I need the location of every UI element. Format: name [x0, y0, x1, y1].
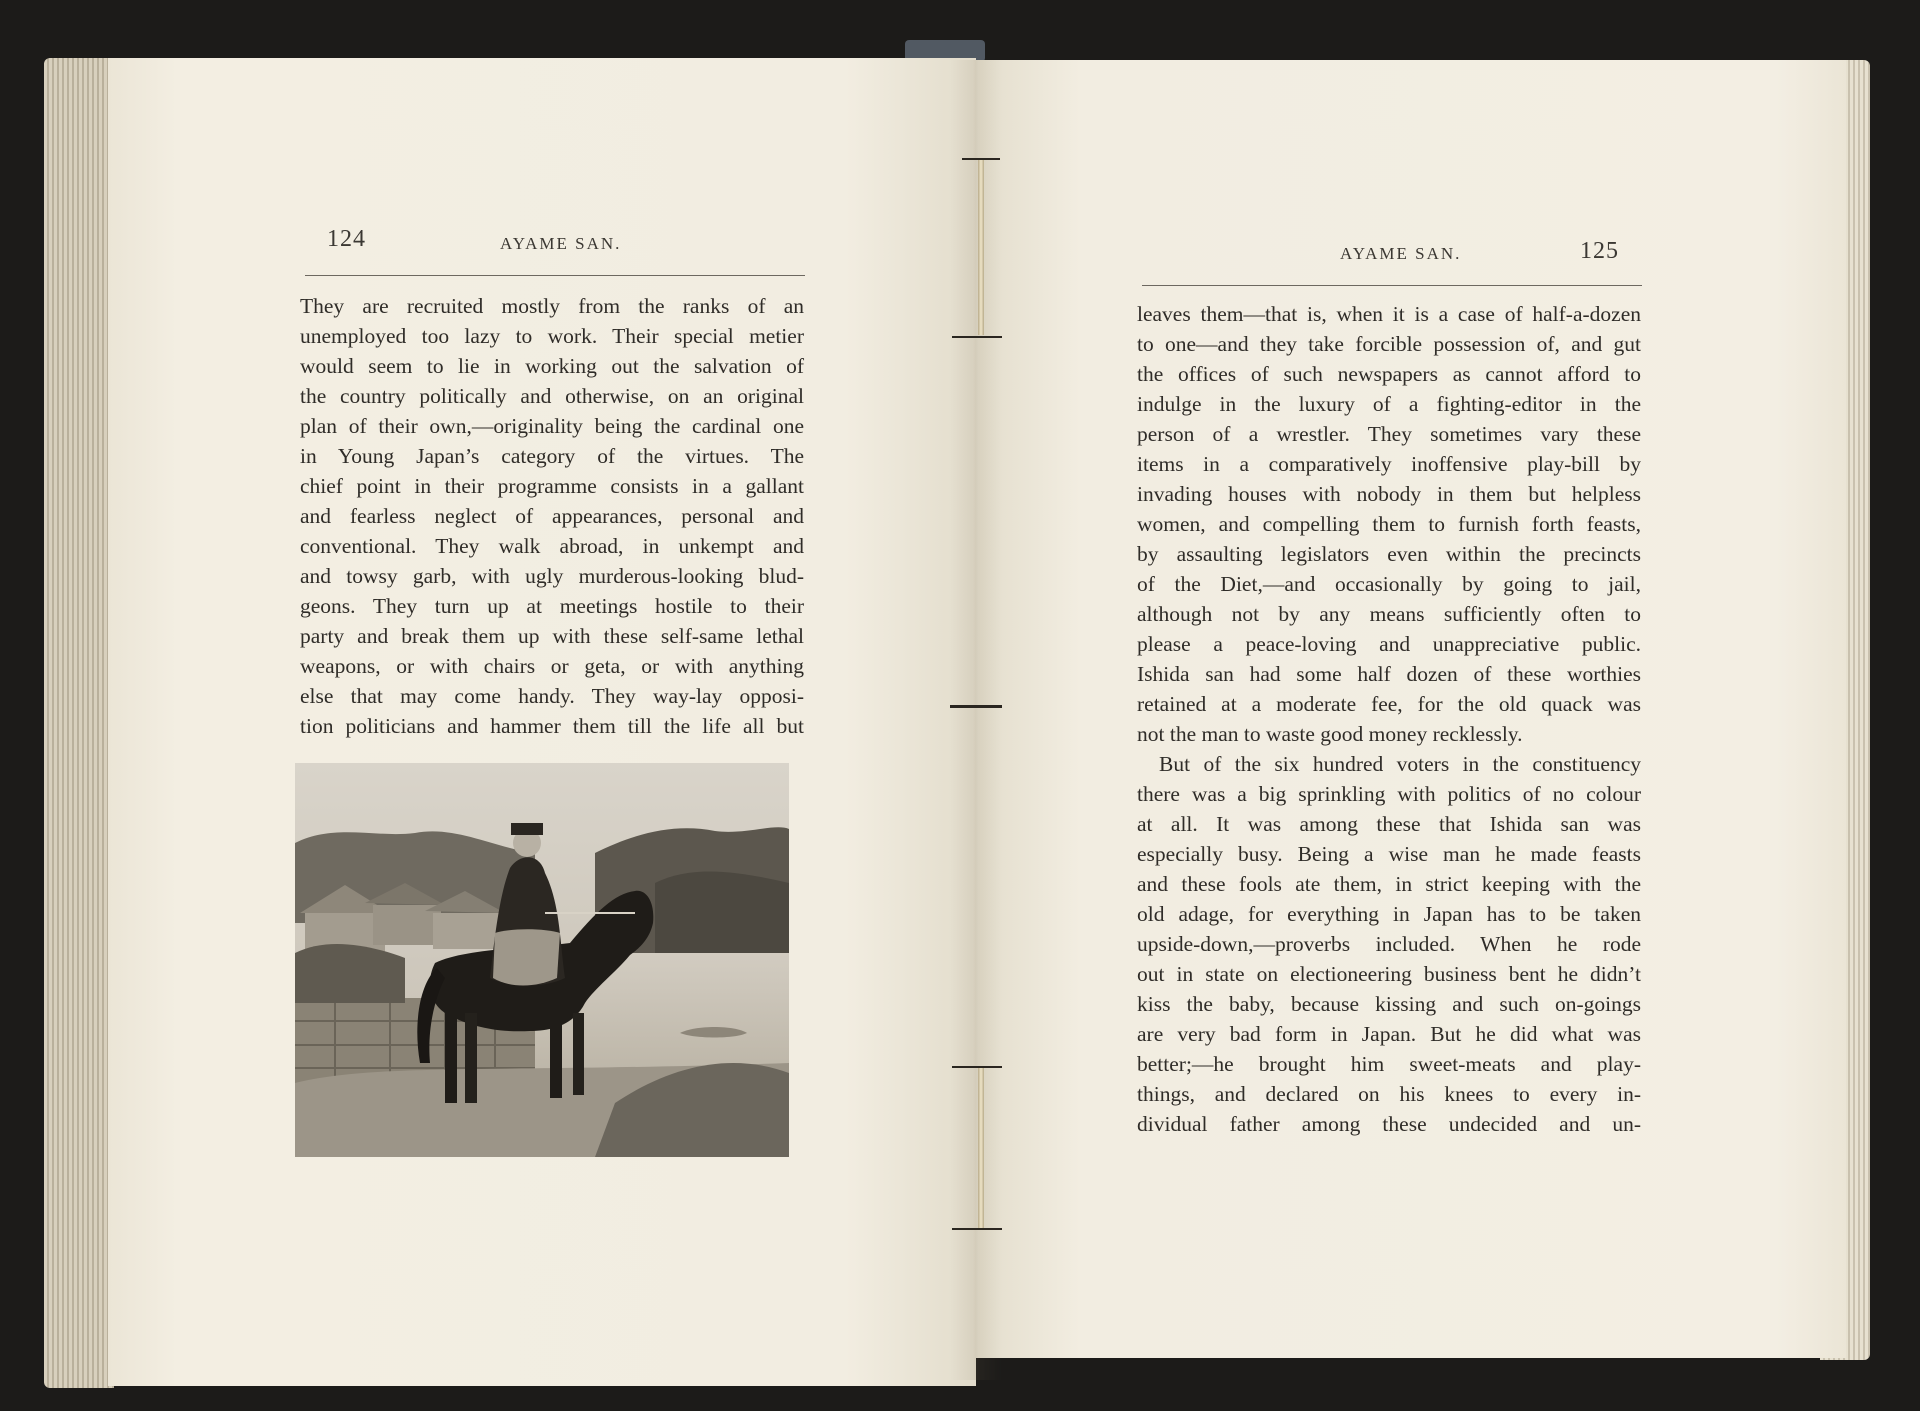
text-line: kiss the baby, because kissing and such on-goings: [1137, 992, 1641, 1016]
text-line: to one—and they take forcible possession of, and gut: [1137, 332, 1641, 356]
text-line: invading houses with nobody in them but helpless: [1137, 482, 1641, 506]
stitch-bottom-1: [952, 1066, 1002, 1068]
gutter-shadow: [950, 60, 1002, 1380]
text-line: tion politicians and hammer them till the life all but: [300, 714, 804, 738]
right-running-head: AYAME SAN.: [1340, 244, 1462, 263]
text-line: in Young Japan’s category of the virtues. The: [300, 444, 804, 468]
text-line: unemployed too lazy to work. Their special metier: [300, 324, 804, 348]
text-line: But of the six hundred voters in the constituency: [1159, 752, 1641, 776]
text-line: and these fools ate them, in strict keeping with the: [1137, 872, 1641, 896]
text-line: upside-down,—proverbs included. When he rode: [1137, 932, 1641, 956]
text-line: would seem to lie in working out the salvation of: [300, 354, 804, 378]
right-page-text: [1137, 299, 1641, 1139]
text-line: better;—he brought him sweet-meats and play-: [1137, 1052, 1641, 1076]
text-line: things, and declared on his knees to every in-: [1137, 1082, 1641, 1106]
text-line: retained at a moderate fee, for the old quack was: [1137, 692, 1641, 716]
text-line: especially busy. Being a wise man he made feasts: [1137, 842, 1641, 866]
text-line: the offices of such newspapers as cannot afford to: [1137, 362, 1641, 386]
text-line: geons. They turn up at meetings hostile to their: [300, 594, 804, 618]
text-line: plan of their own,—originality being the cardinal one: [300, 414, 804, 438]
text-line: Ishida san had some half dozen of these worthies: [1137, 662, 1641, 686]
text-line: out in state on electioneering business bent he didn’t: [1137, 962, 1641, 986]
right-header-rule: [1142, 285, 1642, 286]
right-page-number: 125: [1580, 238, 1619, 264]
stitch-top-2: [952, 336, 1002, 338]
text-line: although not by any means sufficiently often to: [1137, 602, 1641, 626]
left-page-edges: [44, 58, 114, 1388]
stitch-top-1: [962, 158, 1000, 160]
text-line: of the Diet,—and occasionally by going to jail,: [1137, 572, 1641, 596]
left-page-number: 124: [327, 226, 366, 252]
text-line: and fearless neglect of appearances, personal and: [300, 504, 804, 528]
text-line: there was a big sprinkling with politics of no colour: [1137, 782, 1641, 806]
text-line: by assaulting legislators even within the precincts: [1137, 542, 1641, 566]
text-line: not the man to waste good money recklessly.: [1137, 722, 1523, 746]
text-line: weapons, or with chairs or geta, or with anything: [300, 654, 804, 678]
left-running-head: AYAME SAN.: [500, 234, 622, 253]
text-line: items in a comparatively inoffensive play-bill by: [1137, 452, 1641, 476]
text-line: women, and compelling them to furnish forth feasts,: [1137, 512, 1641, 536]
text-line: indulge in the luxury of a fighting-editor in the: [1137, 392, 1641, 416]
text-line: conventional. They walk abroad, in unkempt and: [300, 534, 804, 558]
text-line: at all. It was among these that Ishida san was: [1137, 812, 1641, 836]
stitch-middle: [950, 705, 1002, 708]
text-line: are very bad form in Japan. But he did what was: [1137, 1022, 1641, 1046]
left-header-rule: [305, 275, 805, 276]
text-line: the country politically and otherwise, on an original: [300, 384, 804, 408]
binding-thread-top: [978, 160, 984, 335]
text-line: dividual father among these undecided and un-: [1137, 1112, 1641, 1136]
text-line: They are recruited mostly from the ranks of an: [300, 294, 804, 318]
text-line: old adage, for everything in Japan has to be taken: [1137, 902, 1641, 926]
left-page-text: [300, 291, 804, 741]
rider-photograph: [295, 763, 789, 1157]
text-line: and towsy garb, with ugly murderous-looking blud-: [300, 564, 804, 588]
text-line: leaves them—that is, when it is a case of half-a-dozen: [1137, 302, 1641, 326]
binding-thread-bottom: [978, 1068, 984, 1228]
text-line: please a peace-loving and unappreciative public.: [1137, 632, 1641, 656]
text-line: person of a wrestler. They sometimes vary these: [1137, 422, 1641, 446]
stitch-bottom-2: [952, 1228, 1002, 1230]
text-line: chief point in their programme consists in a gallant: [300, 474, 804, 498]
text-line: else that may come handy. They way-lay opposi-: [300, 684, 804, 708]
text-line: party and break them up with these self-same lethal: [300, 624, 804, 648]
